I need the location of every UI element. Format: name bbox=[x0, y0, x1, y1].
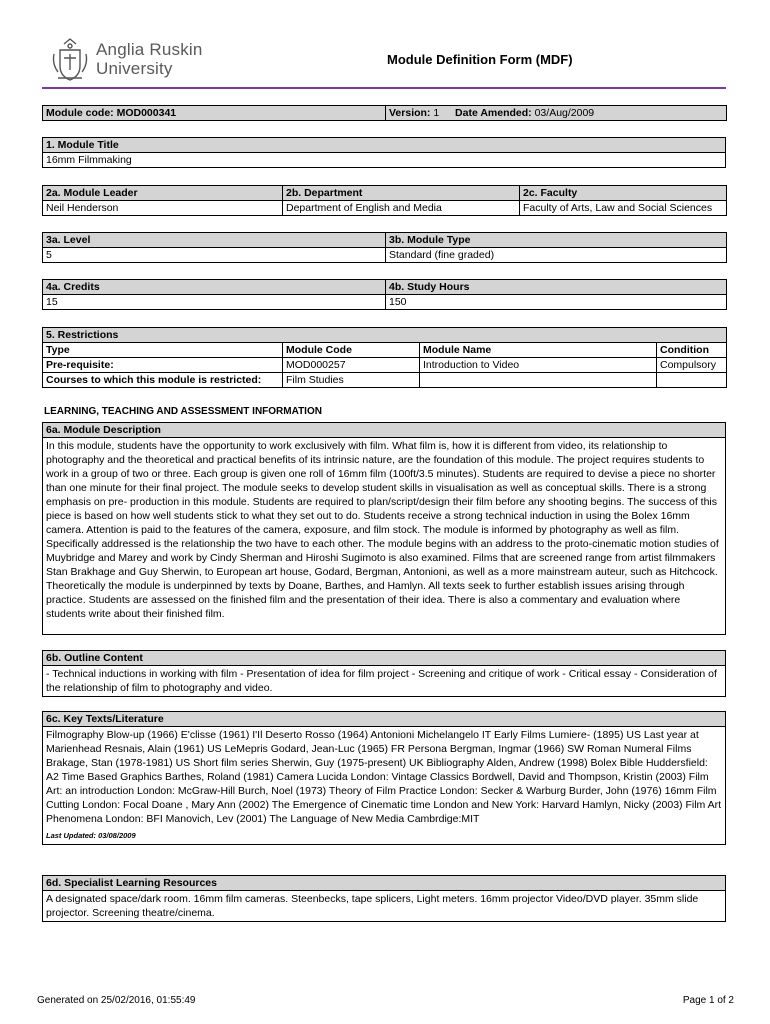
logo-wordmark bbox=[96, 40, 203, 78]
study-hours-value: 150 bbox=[386, 295, 727, 310]
leader-value: Neil Henderson bbox=[43, 201, 283, 216]
table-row: Pre-requisite: MOD000257 Introduction to Video Compulsory bbox=[43, 358, 727, 373]
restrictions-label: 5. Restrictions bbox=[43, 328, 727, 343]
module-title-table bbox=[42, 137, 726, 168]
leader-label: 2a. Module Leader bbox=[43, 186, 283, 201]
level-label: 3a. Level bbox=[43, 233, 386, 248]
module-code-cell: Module code: MOD000341 bbox=[43, 106, 386, 121]
study-hours-label: 4b. Study Hours bbox=[386, 280, 727, 295]
last-updated: Last Updated: 03/08/2009 bbox=[46, 831, 136, 840]
restrictions-header-name: Module Name bbox=[420, 343, 657, 358]
header-divider bbox=[42, 87, 726, 89]
module-title-value: 16mm Filmmaking bbox=[43, 153, 726, 168]
summary-table bbox=[42, 105, 727, 121]
module-type-label: 3b. Module Type bbox=[386, 233, 727, 248]
logo-line-2: University bbox=[96, 59, 173, 78]
key-texts-text: Filmography Blow-up (1966) E'clisse (1961) I'Il Deserto Rosso (1964) Antonioni Michelangelo IT Early Films Lumiere- (1895) US Last year at Marienhead Resnais, Alain (1961) US LeMepris Godard, Jean-Luc (1965) FR Persona Bergman, Ingmar (1966) SW Roman Numeral Films Brakage, Stan (1978-1981) US Short film series Sherwin, Guy (1975-present) UK Bibliography Alden, Andrew (1998) Bolex Bible Huddersfield: A2 Time Based Graphics Barthes, Roland (1981) Camera Lucida London: Vintage Classics Bordwell, David and Thompson, Kristin (2003) Film Art: an introduction London: McGraw-Hill Burch, Noel (1973) Theory of Film Practice London: Secker & Warburg Burder, John (1976) 16mm Film Cutting London: Focal Doane , Mary Ann (2002) The Emergence of Cinematic time London and New York: Harvard Hamlyn, Nicky (2003) Film Art Phenomena London: BFI Manovich, Lev (2001) The Language of New Media Cambrdige:MIT bbox=[46, 729, 722, 825]
faculty-label: 2c. Faculty bbox=[520, 186, 727, 201]
restrictions-header-type: Type bbox=[43, 343, 283, 358]
department-label: 2b. Department bbox=[283, 186, 520, 201]
page-number: Page 1 of 2 bbox=[682, 995, 734, 1006]
crest-icon bbox=[50, 36, 90, 84]
faculty-value: Faculty of Arts, Law and Social Sciences bbox=[520, 201, 727, 216]
outline-text: - Technical inductions in working with film - Presentation of idea for film project - Screening and critique of work - Critical essay - Consideration of the relationship of film to photography and video. bbox=[43, 666, 726, 697]
table-row: Courses to which this module is restricted: Film Studies bbox=[43, 373, 727, 388]
key-texts-table bbox=[42, 711, 726, 845]
version-value: 1 bbox=[433, 107, 440, 119]
lta-section-title: LEARNING, TEACHING AND ASSESSMENT INFORMATION bbox=[44, 406, 322, 417]
description-label: 6a. Module Description bbox=[43, 423, 726, 438]
department-value: Department of English and Media bbox=[283, 201, 520, 216]
outline-table bbox=[42, 650, 726, 697]
description-table bbox=[42, 422, 726, 635]
level-table bbox=[42, 232, 727, 263]
resources-table bbox=[42, 875, 726, 922]
level-value: 5 bbox=[43, 248, 386, 263]
outline-label: 6b. Outline Content bbox=[43, 651, 726, 666]
resources-text: A designated space/dark room. 16mm film cameras. Steenbecks, tape splicers, Light meters. 16mm projector Video/DVD player. 35mm slide projector. Screening theatre/cinema. bbox=[43, 891, 726, 922]
resources-label: 6d. Specialist Learning Resources bbox=[43, 876, 726, 891]
credits-table bbox=[42, 279, 727, 310]
key-texts-label: 6c. Key Texts/Literature bbox=[43, 712, 726, 727]
module-type-value: Standard (fine graded) bbox=[386, 248, 727, 263]
credits-value: 15 bbox=[43, 295, 386, 310]
generated-timestamp: Generated on 25/02/2016, 01:55:49 bbox=[37, 995, 196, 1006]
leader-table bbox=[42, 185, 727, 216]
version-cell: Version: 1 Date Amended: 03/Aug/2009 bbox=[386, 106, 727, 121]
restrictions-table bbox=[42, 327, 727, 388]
module-title-label: 1. Module Title bbox=[43, 138, 726, 153]
module-code-value: MOD000341 bbox=[116, 107, 177, 119]
restrictions-header-code: Module Code bbox=[283, 343, 420, 358]
restrictions-header-condition: Condition bbox=[657, 343, 727, 358]
date-amended-value: 03/Aug/2009 bbox=[534, 107, 595, 119]
form-title: Module Definition Form (MDF) bbox=[387, 52, 573, 67]
credits-label: 4a. Credits bbox=[43, 280, 386, 295]
university-logo bbox=[50, 36, 210, 84]
logo-line-1: Anglia Ruskin bbox=[96, 40, 203, 59]
description-text: In this module, students have the opportunity to work exclusively with film. What film is, how it is different from video, its relationship to photography and the theoretical and practical benefits of its intrinsic nature, are the foundation of this module. The project requires students to work in a group of two or three. Each group is given one roll of 16mm film (100ft/3.5 minutes). Students are required to devise a piece no shorter than one minute for their final project. The module seeks to develop student skills in visualisation as well as conceptual skills. There is a strong emphasis on pre- production in this module. Students are required to plan/script/design their film before any shooting begins. The success of this piece is based on how well students stick to what they set out to do. Students receive a strong technical induction in using the Bolex 16mm camera. Attention is paid to the features of the camera, exposure, and film stock. The module is informed by photography as well as film. Specifically addressed is the relationship the two have to each other. The module begins with an address to the proto-cinematic motion studies of Muybridge and Marey and work by Cindy Sherman and Hiroshi Sugimoto is also examined. Films that are screened range from artist filmmakers Stan Brakhage and Guy Sherwin, to European art house, Godard, Bergman, Antonioni, as well as a more mainstream auteur, such as Hitchcock. Theoretically the module is underpinned by texts by Doane, Barthes, and Hamlyn. All texts seek to further establish issues arising through practice. Students are assessed on the finished film and the presentation of their idea. There is also a commentary and evaluation where students write about their finished film. bbox=[43, 438, 726, 635]
key-texts-cell bbox=[43, 727, 726, 845]
